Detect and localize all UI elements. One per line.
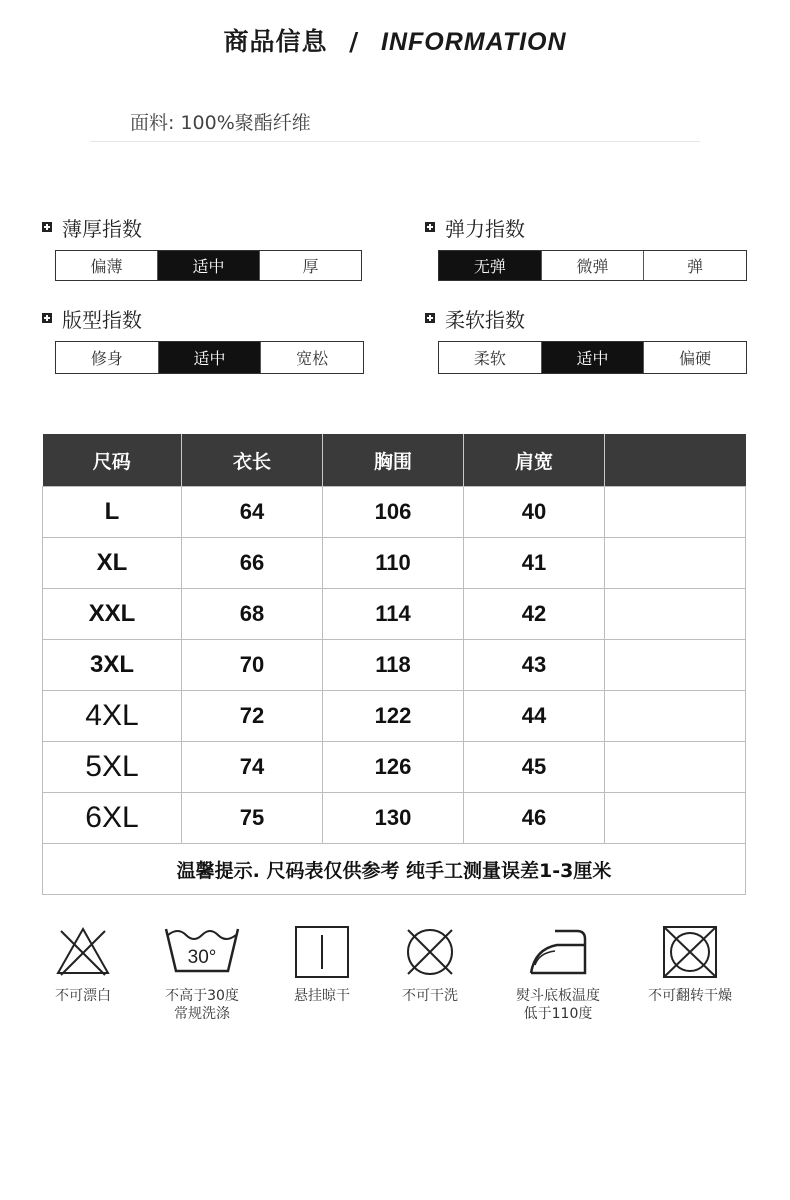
index-elasticity (425, 214, 747, 281)
size-cell: XL (43, 538, 182, 589)
table-row (43, 589, 746, 640)
index-scale (55, 250, 362, 281)
care-label: 悬挂晾干 (294, 988, 350, 1004)
index-option: 柔软 (439, 342, 542, 373)
index-title: 弹力指数 (445, 216, 525, 241)
fabric-value: 100%聚酯纤维 (180, 112, 311, 134)
no-dry-clean-icon (400, 925, 460, 979)
col-header-length: 衣长 (182, 434, 323, 487)
care-item-wash-30 (142, 925, 262, 1023)
title-separator: / (349, 27, 360, 56)
index-option: 偏薄 (56, 251, 158, 280)
size-note: 温馨提示. 尺码表仅供参考 纯手工测量误差1-3厘米 (43, 844, 746, 895)
care-item-hang-dry (262, 925, 382, 1005)
care-item-no-tumble-dry (630, 925, 750, 1005)
bullet-icon (425, 313, 435, 323)
care-label: 熨斗底板温度 (516, 988, 600, 1004)
wash-temp-text: 30° (187, 947, 217, 968)
length-cell: 75 (182, 793, 323, 844)
fabric-label: 面料: (130, 112, 175, 134)
bullet-icon (42, 313, 52, 323)
no-tumble-dry-icon (660, 925, 720, 979)
index-softness (425, 305, 747, 374)
length-cell: 64 (182, 487, 323, 538)
bullet-icon (42, 222, 52, 232)
table-note-row (43, 844, 746, 895)
index-option-selected: 无弹 (439, 251, 542, 280)
table-row (43, 742, 746, 793)
index-option: 宽松 (296, 349, 329, 368)
index-option: 偏硬 (679, 349, 712, 368)
index-scale (438, 341, 747, 374)
no-bleach-icon (53, 925, 113, 979)
iron-low-icon (523, 925, 593, 979)
care-label: 不可漂白 (55, 988, 111, 1004)
chest-cell: 126 (323, 742, 464, 793)
care-label: 不高于30度 (165, 988, 239, 1004)
index-title: 柔软指数 (445, 307, 525, 332)
care-label: 低于110度 (523, 1006, 593, 1022)
length-cell: 70 (182, 640, 323, 691)
care-label: 不可翻转干燥 (648, 988, 732, 1004)
size-cell: 6XL (43, 793, 182, 844)
col-header-size: 尺码 (43, 434, 182, 487)
index-scale (438, 250, 747, 281)
blank-cell (605, 589, 746, 640)
col-header-shoulder: 肩宽 (464, 434, 605, 487)
length-cell: 68 (182, 589, 323, 640)
blank-cell (605, 487, 746, 538)
length-cell: 66 (182, 538, 323, 589)
chest-cell: 114 (323, 589, 464, 640)
care-instructions (0, 925, 790, 1035)
page-title (0, 22, 790, 58)
table-row (43, 691, 746, 742)
blank-cell (605, 640, 746, 691)
shoulder-cell: 40 (464, 487, 605, 538)
chest-cell: 106 (323, 487, 464, 538)
size-cell: 3XL (43, 640, 182, 691)
shoulder-cell: 42 (464, 589, 605, 640)
blank-cell (605, 793, 746, 844)
size-cell: XXL (43, 589, 182, 640)
bullet-icon (425, 222, 435, 232)
size-cell: 4XL (43, 691, 182, 742)
care-label: 不可干洗 (402, 988, 458, 1004)
shoulder-cell: 41 (464, 538, 605, 589)
size-cell: 5XL (43, 742, 182, 793)
blank-cell (605, 742, 746, 793)
hang-dry-icon (292, 925, 352, 979)
table-row (43, 640, 746, 691)
length-cell: 74 (182, 742, 323, 793)
index-option-selected: 适中 (158, 251, 260, 280)
index-fit (42, 305, 364, 374)
chest-cell: 110 (323, 538, 464, 589)
chest-cell: 130 (323, 793, 464, 844)
fabric-line (90, 108, 700, 142)
index-option: 厚 (302, 257, 319, 276)
table-row (43, 538, 746, 589)
index-option: 微弹 (542, 251, 645, 280)
title-en: INFORMATION (381, 28, 567, 56)
care-item-no-dry-clean (370, 925, 490, 1005)
table-row (43, 487, 746, 538)
index-title: 版型指数 (62, 307, 142, 332)
title-cn: 商品信息 (223, 27, 328, 56)
blank-cell (605, 691, 746, 742)
shoulder-cell: 43 (464, 640, 605, 691)
index-option-selected: 适中 (159, 342, 262, 373)
wash-30-icon (162, 925, 242, 979)
care-label: 常规洗涤 (174, 1006, 230, 1022)
size-table (42, 434, 746, 895)
care-item-iron-low (498, 925, 618, 1023)
index-option: 弹 (687, 257, 704, 276)
table-row (43, 793, 746, 844)
chest-cell: 122 (323, 691, 464, 742)
index-option: 修身 (56, 342, 159, 373)
chest-cell: 118 (323, 640, 464, 691)
size-table-header (43, 434, 746, 487)
shoulder-cell: 44 (464, 691, 605, 742)
col-header-chest: 胸围 (323, 434, 464, 487)
col-header-blank (605, 434, 746, 487)
size-cell: L (43, 487, 182, 538)
shoulder-cell: 45 (464, 742, 605, 793)
index-thickness (42, 214, 362, 281)
shoulder-cell: 46 (464, 793, 605, 844)
index-scale (55, 341, 364, 374)
care-item-no-bleach (23, 925, 143, 1005)
index-option-selected: 适中 (542, 342, 645, 373)
length-cell: 72 (182, 691, 323, 742)
blank-cell (605, 538, 746, 589)
index-title: 薄厚指数 (62, 216, 142, 241)
